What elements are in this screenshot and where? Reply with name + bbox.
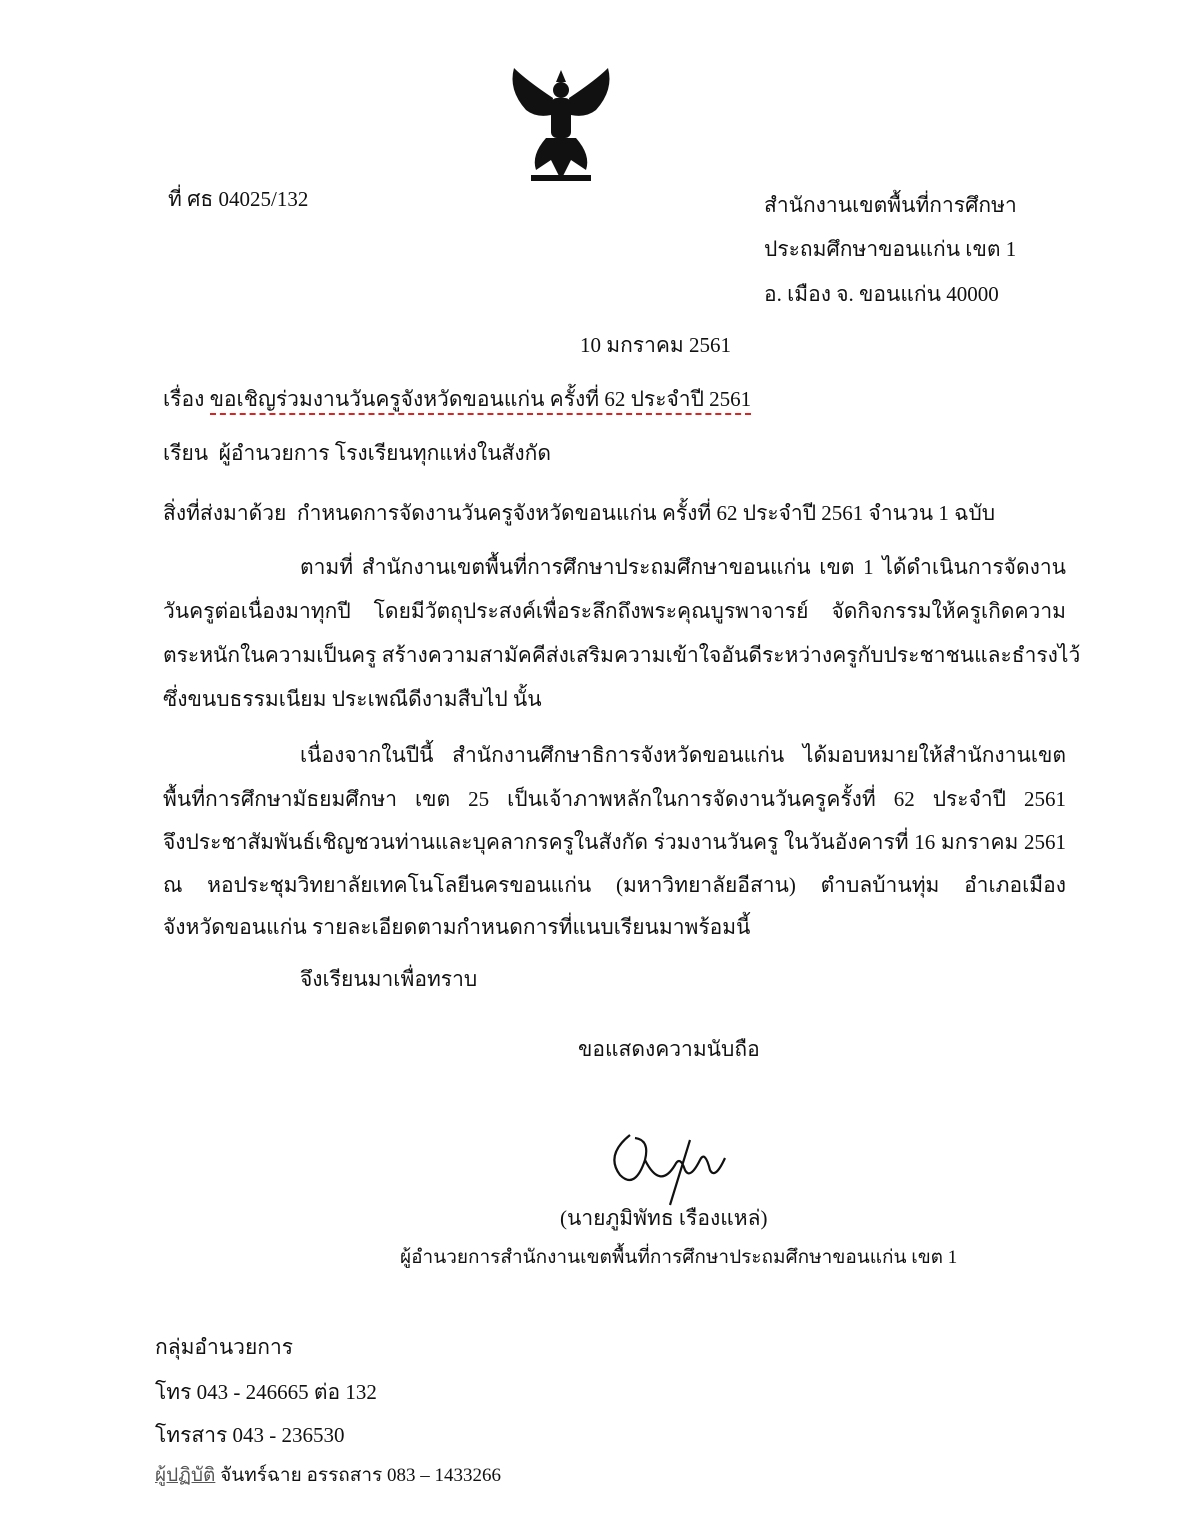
signatory-name: (นายภูมิพัทธ เรืองแหล่)	[560, 1206, 768, 1230]
paragraph-1-line: ตระหนักในความเป็นครู สร้างความสามัคคีส่งเสริมความเข้าใจอันดีระหว่างครูกับประชาชนและธำรงไว้	[163, 643, 1081, 667]
operator-line	[155, 1460, 501, 1490]
phone-number: โทร 043 - 246665 ต่อ 132	[155, 1380, 377, 1404]
paragraph-1-line: วันครูต่อเนื่องมาทุกปี โดยมีวัตถุประสงค์เพื่อระลึกถึงพระคุณบูรพาจารย์ จัดกิจกรรมให้ครูเกิดความ	[163, 599, 1066, 623]
paragraph-2-line: ณ หอประชุมวิทยาลัยเทคโนโลยีนครขอนแก่น (มหาวิทยาลัยอีสาน) ตำบลบ้านทุ่ม อำเภอเมือง	[163, 873, 1066, 897]
office-line-3: อ. เมือง จ. ขอนแก่น 40000	[764, 282, 999, 306]
subject-label: เรื่อง	[163, 387, 205, 411]
subject-line	[163, 383, 751, 416]
enclosure-line	[163, 497, 995, 530]
paragraph-1-line: ตามที่ สำนักงานเขตพื้นที่การศึกษาประถมศึกษาขอนแก่น เขต 1 ได้ดำเนินการจัดงาน	[300, 555, 1066, 579]
paragraph-2-line: พื้นที่การศึกษามัธยมศึกษา เขต 25 เป็นเจ้าภาพหลักในการจัดงานวันครูครั้งที่ 62 ประจำปี 2561	[163, 787, 1066, 811]
addressee-line	[163, 437, 551, 470]
letter-date: 10 มกราคม 2561	[580, 333, 732, 357]
paragraph-2-line: เนื่องจากในปีนี้ สำนักงานศึกษาธิการจังหวัดขอนแก่น ได้มอบหมายให้สำนักงานเขต	[300, 743, 1066, 767]
department-group: กลุ่มอำนวยการ	[155, 1335, 294, 1359]
subject-text: ขอเชิญร่วมงานวันครูจังหวัดขอนแก่น ครั้งที่ 62 ประจำปี 2561	[210, 387, 752, 415]
enclosure-text: กำหนดการจัดงานวันครูจังหวัดขอนแก่น ครั้งที่ 62 ประจำปี 2561 จำนวน 1 ฉบับ	[296, 501, 996, 525]
enclosure-label: สิ่งที่ส่งมาด้วย	[163, 501, 287, 525]
addressee-label: เรียน	[163, 441, 209, 465]
handwritten-signature	[600, 1120, 750, 1210]
addressee-text: ผู้อำนวยการ โรงเรียนทุกแห่งในสังกัด	[218, 441, 551, 465]
garuda-emblem	[506, 60, 616, 185]
office-line-1: สำนักงานเขตพื้นที่การศึกษา	[764, 193, 1017, 217]
paragraph-2-line: จังหวัดขอนแก่น รายละเอียดตามกำหนดการที่แนบเรียนมาพร้อมนี้	[163, 915, 751, 939]
reference-number: ที่ ศธ 04025/132	[168, 187, 309, 211]
paragraph-2-line: จึงประชาสัมพันธ์เชิญชวนท่านและบุคลากรครูในสังกัด ร่วมงานวันครู ในวันอังคารที่ 16 มกราคม 2561	[163, 830, 1066, 854]
office-line-2: ประถมศึกษาขอนแก่น เขต 1	[764, 237, 1017, 261]
closing-text: จึงเรียนมาเพื่อทราบ	[300, 967, 478, 991]
operator-label: ผู้ปฏิบัติ	[155, 1465, 216, 1486]
paragraph-1-line: ซึ่งขนบธรรมเนียม ประเพณีดีงามสืบไป นั้น	[163, 687, 542, 711]
fax-number: โทรสาร 043 - 236530	[155, 1423, 345, 1447]
signatory-position: ผู้อำนวยการสำนักงานเขตพื้นที่การศึกษาประถมศึกษาขอนแก่น เขต 1	[400, 1247, 958, 1268]
regards-text: ขอแสดงความนับถือ	[578, 1037, 760, 1061]
operator-contact: จันทร์ฉาย อรรถสาร 083 – 1433266	[220, 1465, 501, 1486]
